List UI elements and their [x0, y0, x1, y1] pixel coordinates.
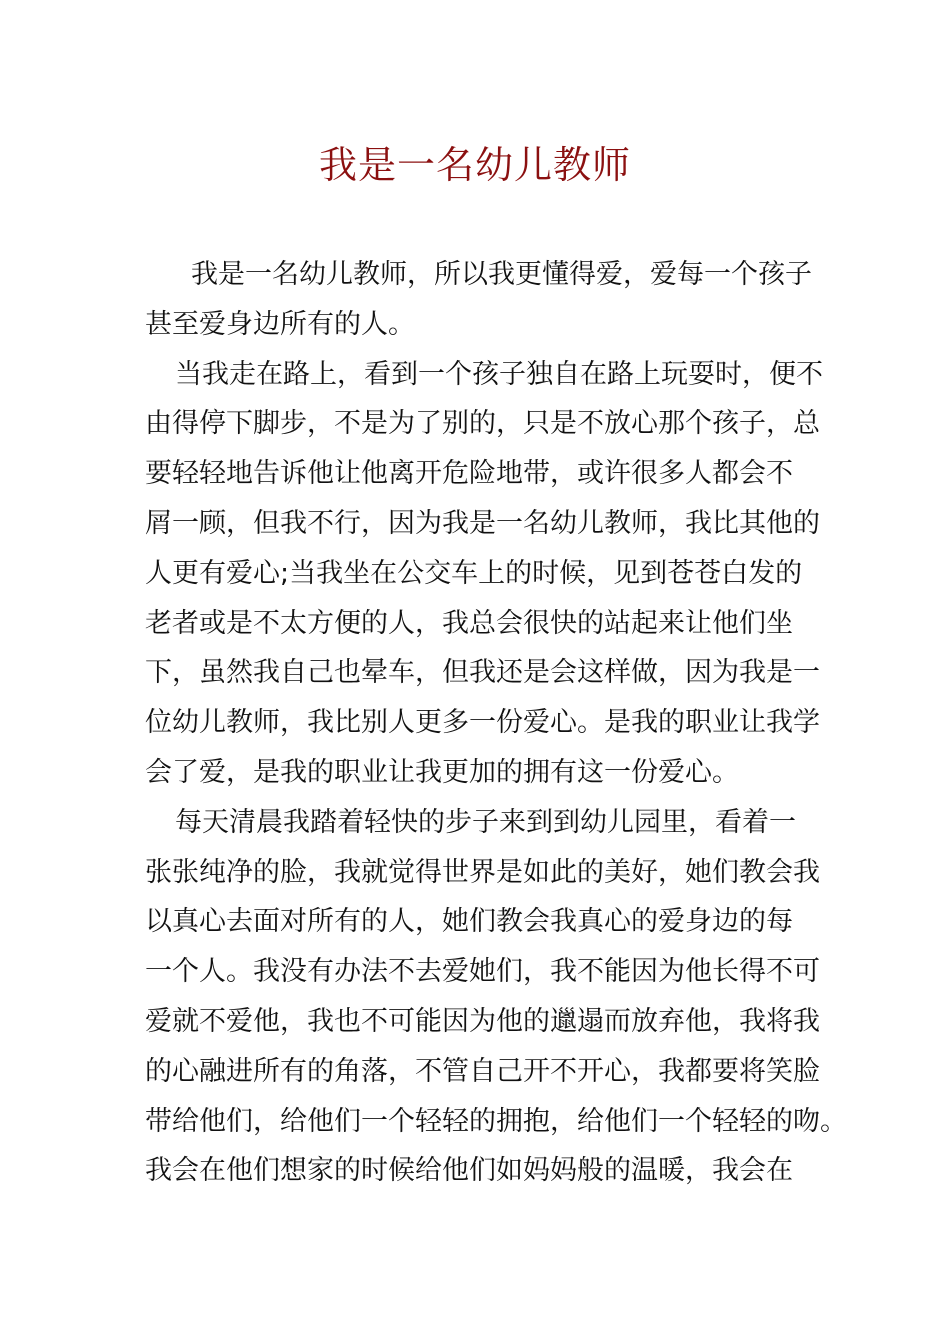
text-line: 我是一名幼儿教师，所以我更懂得爱，爱每一个孩子 [191, 259, 812, 290]
document-body [145, 250, 847, 1196]
text-line: 位幼儿教师，我比别人更多一份爱心。是我的职业让我学 [145, 707, 820, 739]
text-line: 当我走在路上，看到一个孩子独自在路上玩耍时，便不 [175, 358, 823, 390]
text-line: 带给他们，给他们一个轻轻的拥抱，给他们一个轻轻的吻。 [145, 1105, 847, 1137]
text-line: 老者或是不太方便的人，我总会很快的站起来让他们坐 [145, 607, 793, 639]
text-line: 一个人。我没有办法不去爱她们，我不能因为他长得不可 [145, 956, 820, 988]
text-line: 爱就不爱他，我也不可能因为他的邋遢而放弃他，我将我 [145, 1005, 820, 1037]
document-title: 我是一名幼儿教师 [318, 143, 631, 187]
text-line: 要轻轻地告诉他让他离开危险地带，或许很多人都会不 [145, 458, 793, 490]
text-line: 甚至爱身边所有的人。 [145, 308, 415, 340]
text-line: 下，虽然我自己也晕车，但我还是会这样做，因为我是一 [145, 657, 820, 689]
text-line: 由得停下脚步，不是为了别的，只是不放心那个孩子，总 [145, 408, 820, 440]
text-line: 我会在他们想家的时候给他们如妈妈般的温暖，我会在 [145, 1155, 793, 1187]
text-line: 每天清晨我踏着轻快的步子来到到幼儿园里，看着一 [175, 806, 796, 838]
text-line: 会了爱，是我的职业让我更加的拥有这一份爱心。 [145, 756, 739, 788]
text-line: 屑一顾，但我不行，因为我是一名幼儿教师，我比其他的 [145, 507, 820, 539]
text-line: 张张纯净的脸，我就觉得世界是如此的美好，她们教会我 [145, 856, 820, 888]
text-line: 以真心去面对所有的人，她们教会我真心的爱身边的每 [145, 906, 793, 938]
text-line: 人更有爱心;当我坐在公交车上的时候，见到苍苍白发的 [145, 557, 803, 589]
text-line: 的心融进所有的角落，不管自己开不开心，我都要将笑脸 [145, 1055, 820, 1087]
